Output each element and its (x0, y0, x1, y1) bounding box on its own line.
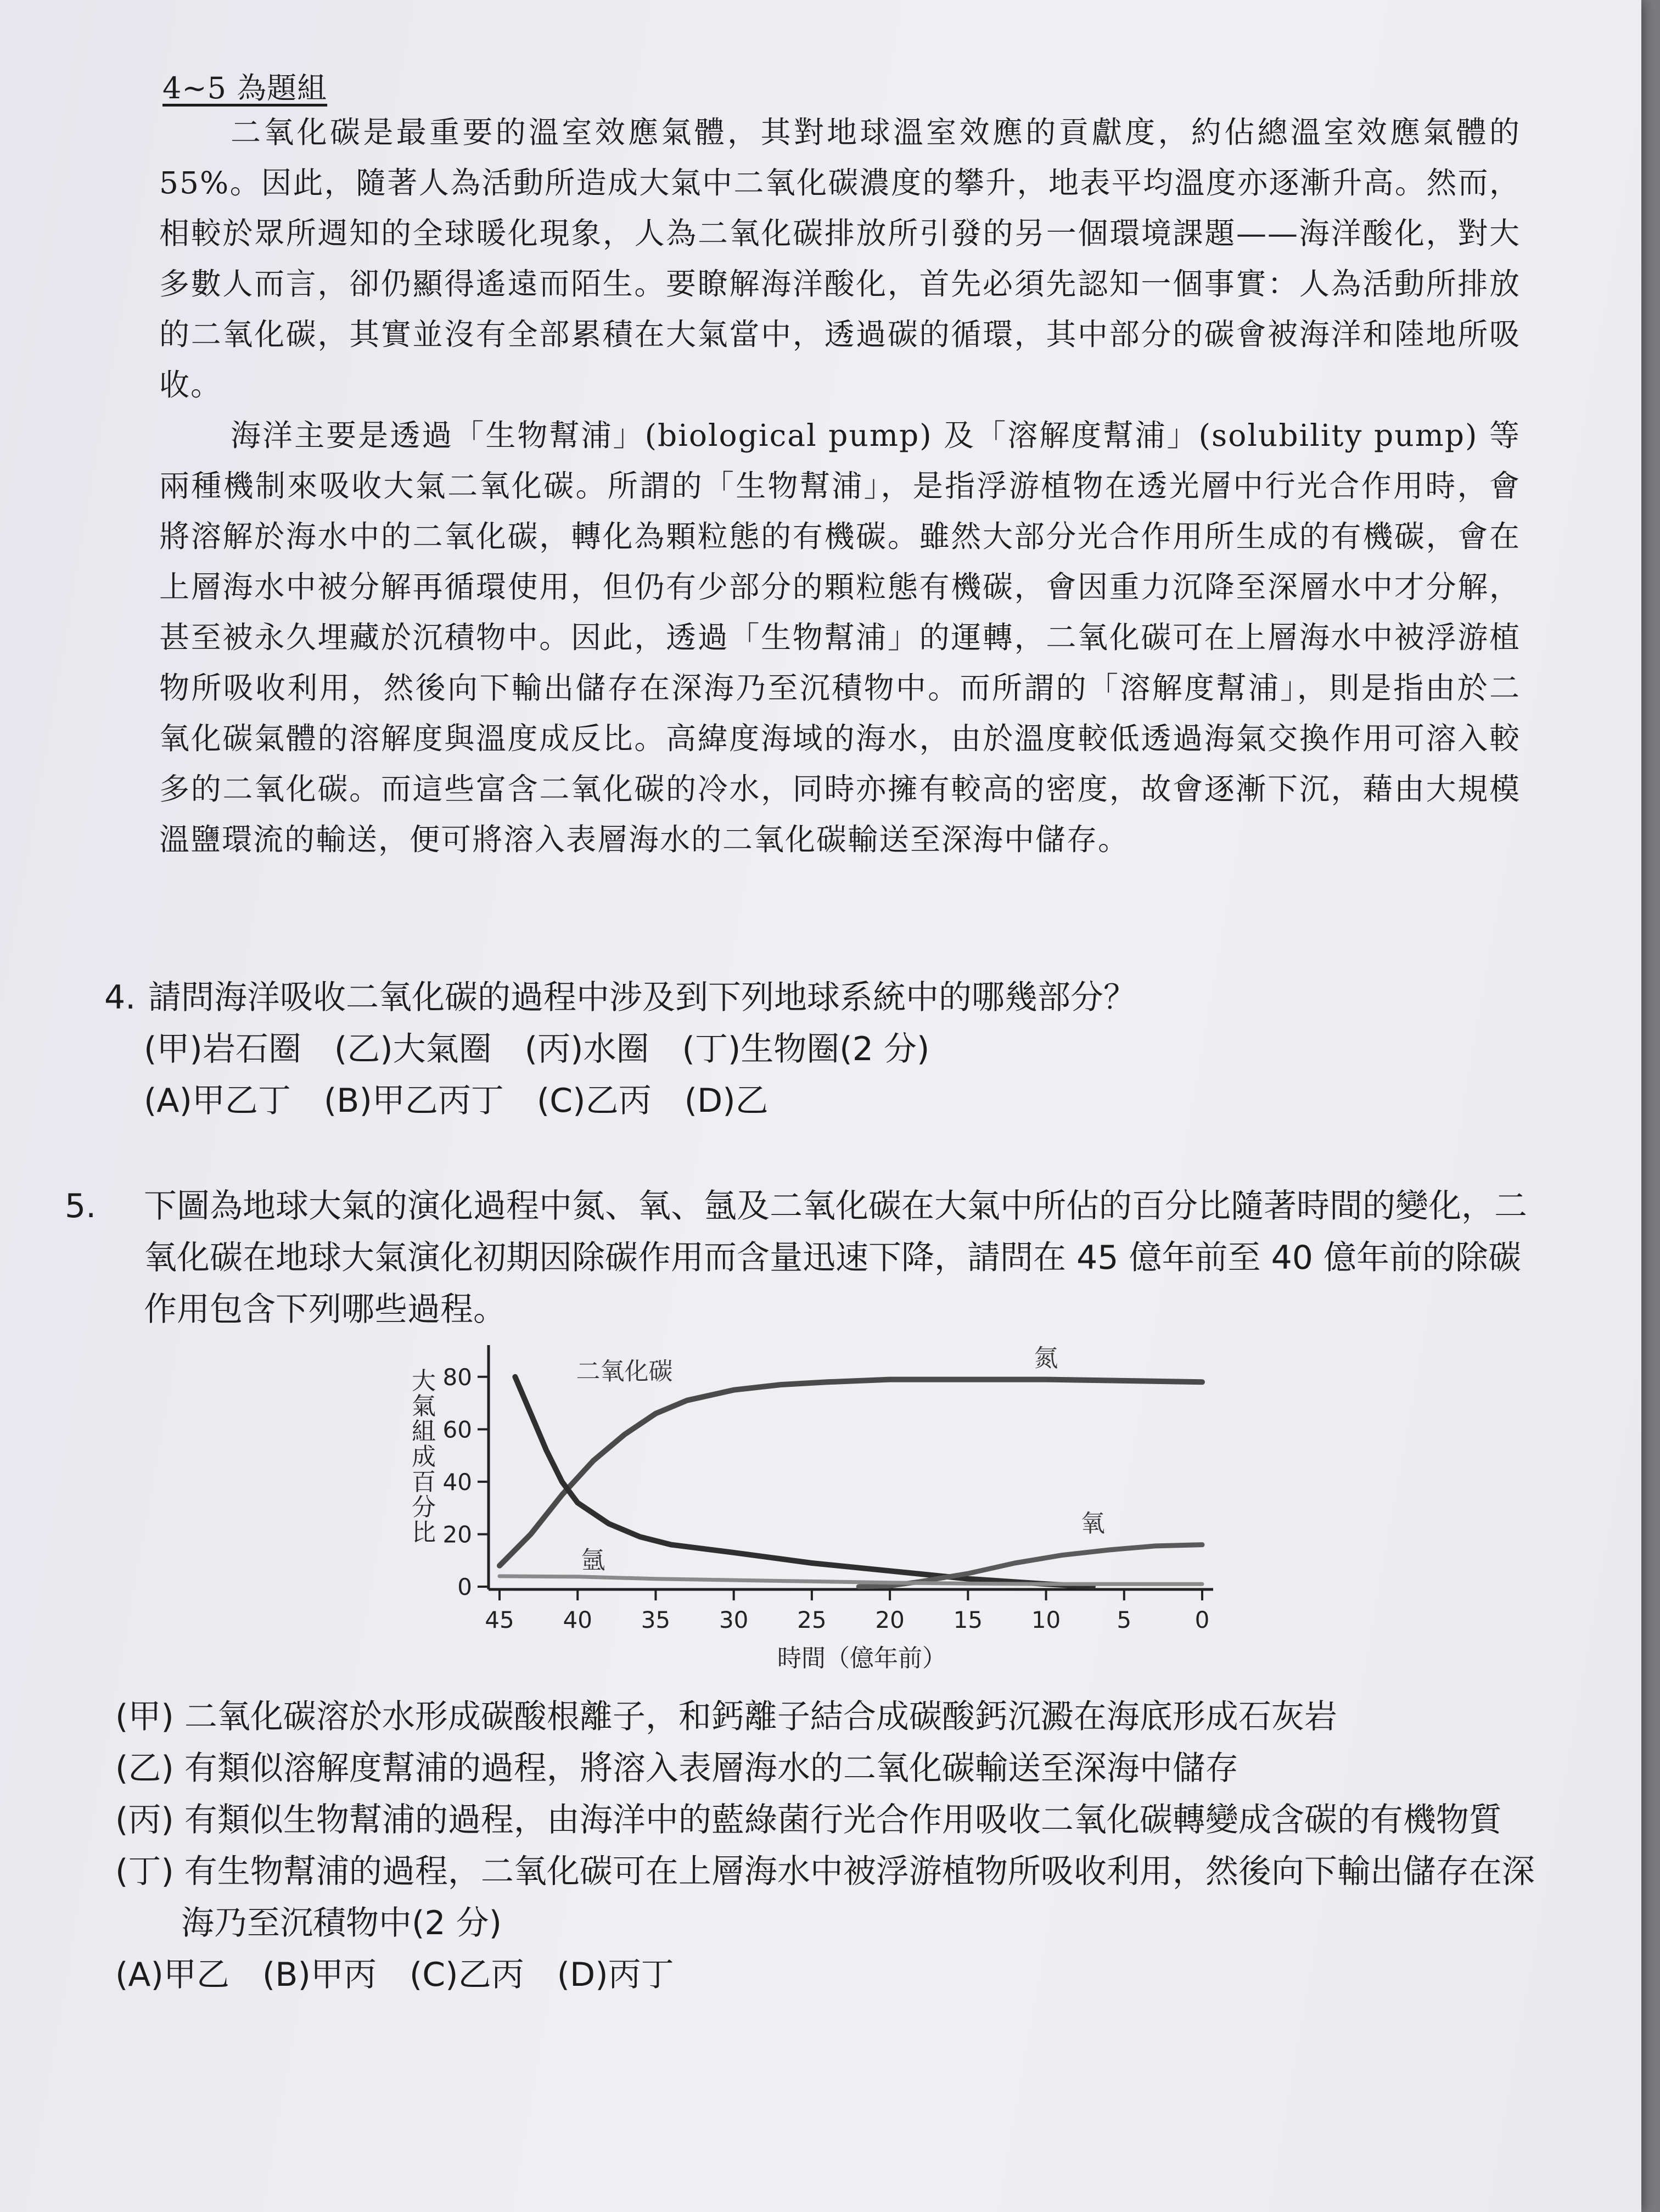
q5-option-b[interactable]: (B)甲丙 (262, 1956, 377, 1994)
question-4-stem: 請問海洋吸收二氧化碳的過程中涉及到下列地球系統中的哪幾部分？ (148, 978, 1136, 1017)
question-4 (104, 972, 1543, 1127)
question-4-number: 4. (104, 978, 136, 1017)
y-tick-label: 0 (457, 1573, 472, 1600)
q4-part: (丁)生物圈(2 分) (682, 1030, 930, 1068)
q5-item-jia: (甲) 二氧化碳溶於水形成碳酸根離子，和鈣離子結合成碳酸鈣沉澱在海底形成石灰岩 (115, 1698, 1337, 1736)
q4-option-c[interactable]: (C)乙丙 (536, 1082, 652, 1120)
question-5-options (115, 1949, 1543, 2001)
question-5-items (115, 1691, 1543, 2001)
x-tick-label: 30 (719, 1606, 749, 1633)
question-4-options (104, 1075, 1543, 1127)
y-tick-label: 60 (442, 1416, 472, 1443)
q5-item-yi: (乙) 有類似溶解度幫浦的過程，將溶入表層海水的二氧化碳輸送至深海中儲存 (115, 1749, 1238, 1788)
series-label: 氬 (581, 1546, 605, 1575)
group-title: 4~5 為題組 (162, 71, 328, 105)
x-tick-label: 5 (1117, 1606, 1132, 1633)
question-5-stem: 下圖為地球大氣的演化過程中氮、氧、氬及二氧化碳在大氣中所佔的百分比隨著時間的變化，二氧化碳在地球大氣演化初期因除碳作用而含量迅速下降，請問在 45 億年前至 40 億年前的除碳作用包含下列哪些過程。 (144, 1187, 1527, 1329)
q5-item-bing: (丙) 有類似生物幫浦的過程，由海洋中的藍綠菌行光合作用吸收二氧化碳轉變成含碳的有機物質 (115, 1801, 1502, 1839)
x-tick-label: 0 (1194, 1606, 1210, 1633)
y-tick-label: 80 (442, 1363, 472, 1391)
q5-option-d[interactable]: (D)丙丁 (557, 1956, 674, 1994)
x-tick-label: 15 (953, 1606, 983, 1633)
x-tick-label: 40 (563, 1606, 592, 1633)
question-4-parts (104, 1023, 1543, 1075)
question-5-number: 5. (65, 1187, 97, 1225)
q4-option-b[interactable]: (B)甲乙丙丁 (323, 1082, 504, 1120)
q5-option-a[interactable]: (A)甲乙 (115, 1956, 229, 1994)
x-tick-label: 35 (641, 1606, 671, 1633)
atmosphere-composition-chart (395, 1340, 1230, 1696)
x-tick-label: 25 (797, 1606, 827, 1633)
y-tick-label: 40 (442, 1468, 472, 1496)
passage-paragraph-1: 二氧化碳是最重要的溫室效應氣體，其對地球溫室效應的貢獻度，約佔總溫室效應氣體的 55%。因此，隨著人為活動所造成大氣中二氧化碳濃度的攀升，地表平均溫度亦逐漸升高。然而，相較於眾所週知的全球暖化現象，人為二氧化碳排放所引發的另一個環境課題——海洋酸化，對大多數人而言，卻仍顯得遙遠而陌生。要瞭解海洋酸化，首先必須先認知一個事實：人為活動所排放的二氧化碳，其實並沒有全部累積在大氣當中，透過碳的循環，其中部分的碳會被海洋和陸地所吸收。 (159, 115, 1521, 402)
x-tick-label: 10 (1031, 1606, 1061, 1633)
passage-paragraph-2: 海洋主要是透過「生物幫浦」(biological pump) 及「溶解度幫浦」(solubility pump) 等兩種機制來吸收大氣二氧化碳。所謂的「生物幫浦」，是指浮游植物在透光層中行光合作用時，會將溶解於海水中的二氧化碳，轉化為顆粒態的有機碳。雖然大部分光合作用所生成的有機碳，會在上層海水中被分解再循環使用，但仍有少部分的顆粒態有機碳，會因重力沉降至深層水中才分解，甚至被永久埋藏於沉積物中。因此，透過「生物幫浦」的運轉，二氧化碳可在上層海水中被浮游植物所吸收利用，然後向下輸出儲存在深海乃至沉積物中。而所謂的「溶解度幫浦」，則是指由於二氧化碳氣體的溶解度與溫度成反比。高緯度海域的海水，由於溫度較低透過海氣交換作用可溶入較多的二氧化碳。而這些富含二氧化碳的冷水，同時亦擁有較高的密度，故會逐漸下沉，藉由大規模溫鹽環流的輸送，便可將溶入表層海水的二氧化碳輸送至深海中儲存。 (159, 418, 1521, 857)
q4-part: (甲)岩石圈 (144, 1030, 301, 1068)
x-axis-label: 時間（億年前） (777, 1644, 946, 1672)
q4-part: (乙)大氣圈 (334, 1030, 492, 1068)
q5-option-c[interactable]: (C)乙丙 (409, 1956, 524, 1994)
series-label: 氧 (1080, 1509, 1105, 1538)
y-tick-label: 20 (442, 1521, 472, 1548)
q4-option-a[interactable]: (A)甲乙丁 (144, 1082, 291, 1120)
x-tick-label: 45 (485, 1606, 514, 1633)
q5-item-ding: (丁) 有生物幫浦的過程，二氧化碳可在上層海水中被浮游植物所吸收利用，然後向下輸出儲存在深海乃至沉積物中(2 分) (115, 1852, 1535, 1942)
q4-part: (丙)水圈 (524, 1030, 649, 1068)
series-line-0 (500, 1380, 1202, 1566)
x-tick-label: 20 (875, 1606, 905, 1633)
series-line-3 (500, 1576, 1202, 1584)
q4-option-d[interactable]: (D)乙 (684, 1082, 769, 1120)
y-axis-label: 大氣組成百分比 (412, 1367, 436, 1547)
series-label: 二氧化碳 (576, 1357, 673, 1386)
question-5-stem-block (65, 1180, 1532, 1335)
series-label: 氮 (1034, 1344, 1058, 1373)
reading-passage (159, 107, 1521, 865)
